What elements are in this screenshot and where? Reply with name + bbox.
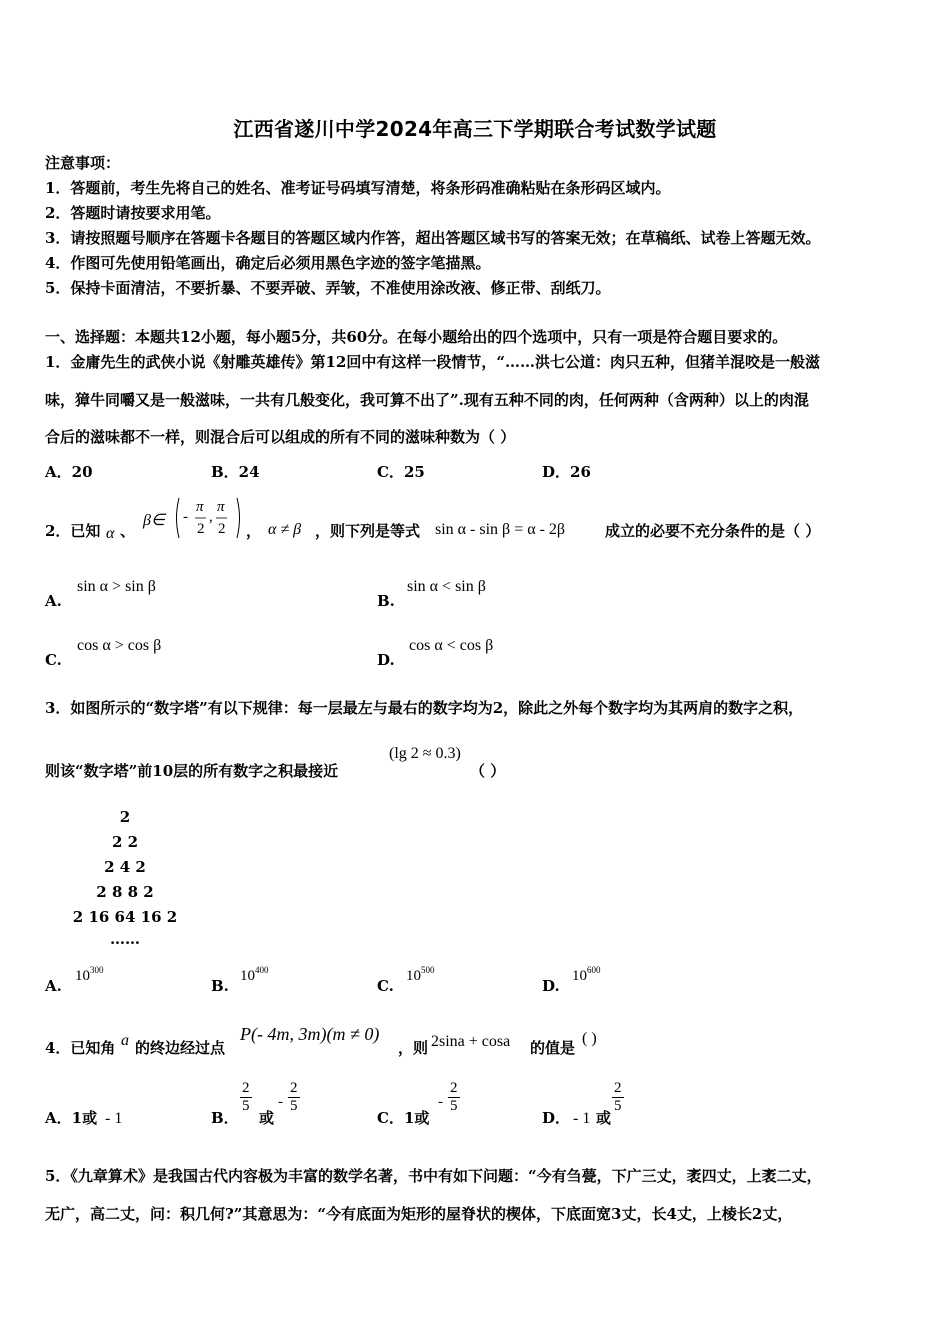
q2-option-c: cos α > cos β [77,637,162,654]
q3-paren: （ ） [470,762,506,780]
q2-option-d-label: D. [377,651,395,669]
q4-option-c-label: C．1或 [377,1109,430,1127]
q4-option-d-value: - 1 [573,1110,591,1127]
note-item: 2．答题时请按要求用笔。 [45,204,221,222]
q4-angle: a [121,1032,129,1049]
q2-option-a: sin α > sin β [77,578,156,595]
q2-two: 2 [197,521,205,537]
q2-option-d: cos α < cos β [409,637,494,654]
question-1-line: 味，獐牛同嚼又是一般滋味，一共有几般变化，我可算不出了”.现有五种不同的肉，任何两种（含两种）以上的肉混 [45,391,809,409]
notes-heading: 注意事项： [45,154,121,172]
q4-text-end: 的值是 [530,1039,576,1057]
q4-option-c-neg: - [438,1094,443,1110]
q4-text-start: 4．已知角 [45,1039,116,1057]
q4-text: 的终边经过点 [135,1039,226,1057]
note-item: 3．请按照题号顺序在答题卡各题目的答题区域内作答，超出答题区域书写的答案无效；在草稿纸、试卷上答题无效。 [45,229,821,247]
q2-option-a-label: A. [45,592,62,610]
q2-interval [173,496,243,540]
tower-row: 2 8 8 2 [96,883,154,901]
q2-option-c-label: C. [45,651,62,669]
q4-paren: ( ) [582,1030,597,1047]
q4-option-a-value: - 1 [105,1110,123,1127]
question-3-line: 3．如图所示的“数字塔”有以下规律：每一层最左与最右的数字均为2，除此之外每个数字均为其两肩的数字之积， [45,699,804,717]
q3-lg-hint: (lg 2 ≈ 0.3) [389,745,461,762]
q4-option-b-fraction: $\frac{2}{5}$ [242,1080,250,1114]
q4-option-d-label: D． [542,1109,571,1127]
q4-expression: 2sina + cosa [431,1033,511,1050]
q2-alpha: α [106,525,115,542]
q1-option-c: C．25 [377,463,425,481]
note-item: 1．答题前，考生先将自己的姓名、准考证号码填写清楚，将条形码准确粘贴在条形码区域内。 [45,179,671,197]
q4-option-c-fraction: $\frac{2}{5}$ [450,1080,458,1114]
q3-option-c-label: C. [377,977,394,995]
q4-option-d-fraction: $\frac{2}{5}$ [614,1080,622,1114]
q2-neq: α ≠ β [268,521,302,538]
question-1-line: 合后的滋味都不一样，则混合后可以组成的所有不同的滋味种数为（ ） [45,428,516,446]
q2-equation: sin α - sin β = α - 2β [435,521,566,538]
q2-two: 2 [218,521,226,537]
tower-row: 2 4 2 [104,858,146,876]
q2-separator: ， [246,522,262,540]
q2-pi: π [196,499,204,515]
q4-option-d-or: 或 [596,1109,612,1127]
question-1-line: 1．金庸先生的武侠小说《射雕英雄传》第12回中有这样一段情节，“……洪七公道：肉只五种，但猪羊混咬是一般滋 [45,353,820,371]
q3-option-d-label: D. [542,977,560,995]
q4-text: ，则 [398,1039,429,1057]
page-title: 江西省遂川中学2024年高三下学期联合考试数学试题 [233,117,717,141]
q2-beta-in: β∈ [143,512,165,529]
q1-option-b: B．24 [211,463,260,481]
q1-option-d: D．26 [542,463,591,481]
q2-option-b: sin α < sin β [407,578,486,595]
question-5-line: 5．《九章算术》是我国古代内容极为丰富的数学名著，书中有如下问题：“今有刍甍，下广三丈，袤四丈，上袤二丈， [45,1167,822,1185]
q4-option-b-label: B． [211,1109,239,1127]
q2-option-b-label: B. [377,592,395,610]
tower-row: 2 2 [111,833,139,851]
q4-option-b-fraction: $\frac{2}{5}$ [290,1080,298,1114]
q4-point: P(- 4m, 3m)(m ≠ 0) [240,1024,380,1044]
q3-option-d: $10^{600}$ [572,965,601,984]
tower-row: 2 16 64 16 2 [72,908,178,926]
q2-neg: - [183,509,188,525]
q2-text: ，则下列是等式 [315,522,421,540]
q4-option-a-label: A．1或 [45,1109,98,1127]
question-3-line: 则该“数字塔”前10层的所有数字之积最接近 [45,762,339,780]
q2-text-start: 2．已知 [45,522,101,540]
q3-option-b-label: B. [211,977,229,995]
tower-row: 2 [119,808,131,826]
section-heading: 一、选择题：本题共12小题，每小题5分，共60分。在每小题给出的四个选项中，只有一项是符合题目要求的。 [45,328,788,346]
q4-option-b-or: 或 [259,1109,275,1127]
note-item: 4．作图可先使用铅笔画出，确定后必须用黑色字迹的签字笔描黑。 [45,254,491,272]
q2-separator: 、 [120,522,136,540]
q3-option-c: $10^{500}$ [406,965,435,984]
q3-option-b: $10^{400}$ [240,965,269,984]
q3-option-a-label: A. [45,977,62,995]
note-item: 5．保持卡面清洁，不要折暴、不要弄破、弄皱，不准使用涂改液、修正带、刮纸刀。 [45,279,611,297]
question-5-line: 无广，高二丈，问：积几何?”其意思为：“今有底面为矩形的屋脊状的楔体，下底面宽3丈，长4丈，上棱长2丈， [45,1205,793,1223]
tower-ellipsis: …… [110,930,140,948]
q2-pi: π [217,499,225,515]
q4-option-b-neg: - [278,1094,283,1110]
q2-comma: , [209,509,213,525]
q2-text-end: 成立的必要不充分条件的是（ ） [605,522,821,540]
q1-option-a: A．20 [45,463,93,481]
q3-option-a: $10^{300}$ [75,965,104,984]
